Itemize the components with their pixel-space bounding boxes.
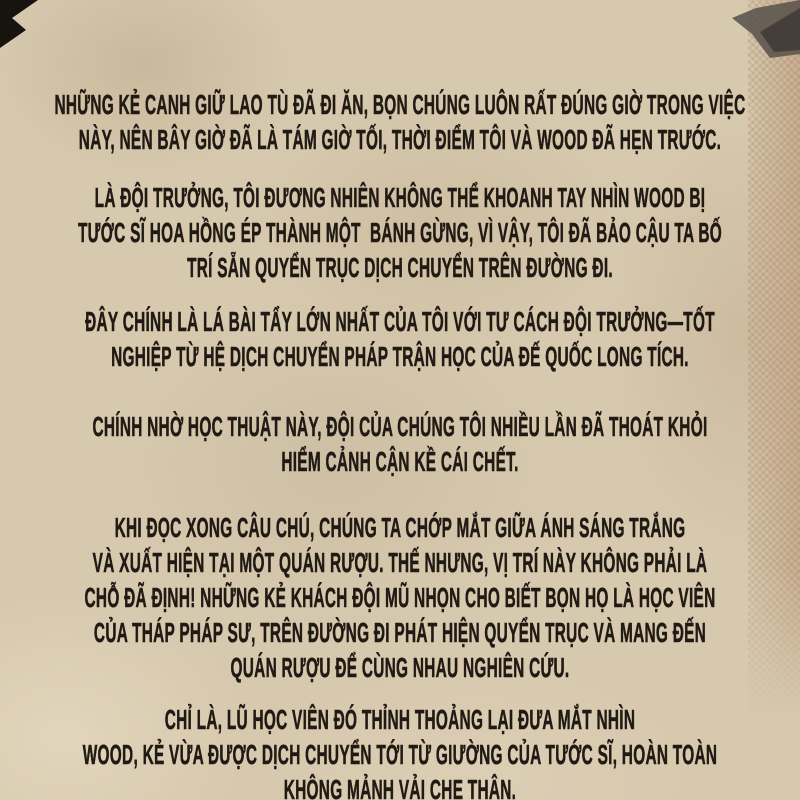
narration-line: CHỈ LÀ, LŨ HỌC VIÊN ĐÓ THỈNH THOẢNG LẠI ĐƯA MẮT NHÌN [164,704,636,735]
narration-paragraph-3 [0,304,800,374]
narration-line: CHÍNH NHỜ HỌC THUẬT NÀY, ĐỘI CỦA CHÚNG TÔI NHIỀU LẦN ĐÃ THOÁT KHỎI [92,411,708,442]
narration-line: HIỂM CẢNH CẬN KỀ CÁI CHẾT. [281,446,519,477]
narration-paragraph-6 [0,702,800,800]
narration-paragraph-5 [0,510,800,685]
narration-line: VÀ XUẤT HIỆN TẠI MỘT QUÁN RƯỢU. THẾ NHƯNG, VỊ TRÍ NÀY KHÔNG PHẢI LÀ [92,547,708,578]
narration-line: NGHIỆP TỪ HỆ DỊCH CHUYỂN PHÁP TRẬN HỌC CỦA ĐẾ QUỐC LONG TÍCH. [111,341,689,372]
narration-line: KHI ĐỌC XONG CÂU CHÚ, CHÚNG TA CHỚP MẮT GIỮA ÁNH SÁNG TRẮNG [114,512,686,543]
narration-line: ĐÂY CHÍNH LÀ LÁ BÀI TẨY LỚN NHẤT CỦA TÔI VỚI TƯ CÁCH ĐỘI TRƯỞNG—TỐT [85,306,715,337]
narration-paragraph-2 [0,180,800,285]
narration-line: LÀ ĐỘI TRƯỞNG, TÔI ĐƯƠNG NHIÊN KHÔNG THỂ KHOANH TAY NHÌN WOOD BỊ [94,182,706,213]
narration-paragraph-1 [0,87,800,157]
narration-line: NÀY, NÊN BÂY GIỜ ĐÃ LÀ TÁM GIỜ TỐI, THỜI ĐIỂM TÔI VÀ WOOD ĐÃ HẸN TRƯỚC. [78,124,722,155]
narration-line: KHÔNG MẢNH VẢI CHE THÂN. [283,774,517,800]
narration-line: CỦA THÁP PHÁP SƯ, TRÊN ĐƯỜNG ĐI PHÁT HIỆN QUYỂN TRỤC VÀ MANG ĐẾN [93,617,707,648]
torn-panel-corner-top-left [0,0,42,55]
narration-line: QUÁN RƯỢU ĐỂ CÙNG NHAU NGHIÊN CỨU. [230,652,570,683]
narration-line: CHỖ ĐÃ ĐỊNH! NHỮNG KẺ KHÁCH ĐỘI MŨ NHỌN CHO BIẾT BỌN HỌ LÀ HỌC VIÊN [84,582,716,613]
art-remnant-top-right [724,0,800,67]
narration-line: NHỮNG KẺ CANH GIỮ LAO TÙ ĐÃ ĐI ĂN, BỌN CHÚNG LUÔN RẤT ĐÚNG GIỜ TRONG VIỆC [54,89,746,120]
narration-line: TƯỚC SĨ HOA HỒNG ÉP THÀNH MỘT BÁNH GỪNG, VÌ VẬY, TÔI ĐÃ BẢO CẬU TA BỐ [77,217,723,248]
narration-line: WOOD, KẺ VỪA ĐƯỢC DỊCH CHUYỂN TỚI TỪ GIƯỜNG CỦA TƯỚC SĨ, HOÀN TOÀN [82,739,718,770]
narration-paragraph-4 [0,409,800,479]
narration-line: TRÍ SẴN QUYỂN TRỤC DỊCH CHUYỂN TRÊN ĐƯỜNG ĐI. [187,252,613,283]
